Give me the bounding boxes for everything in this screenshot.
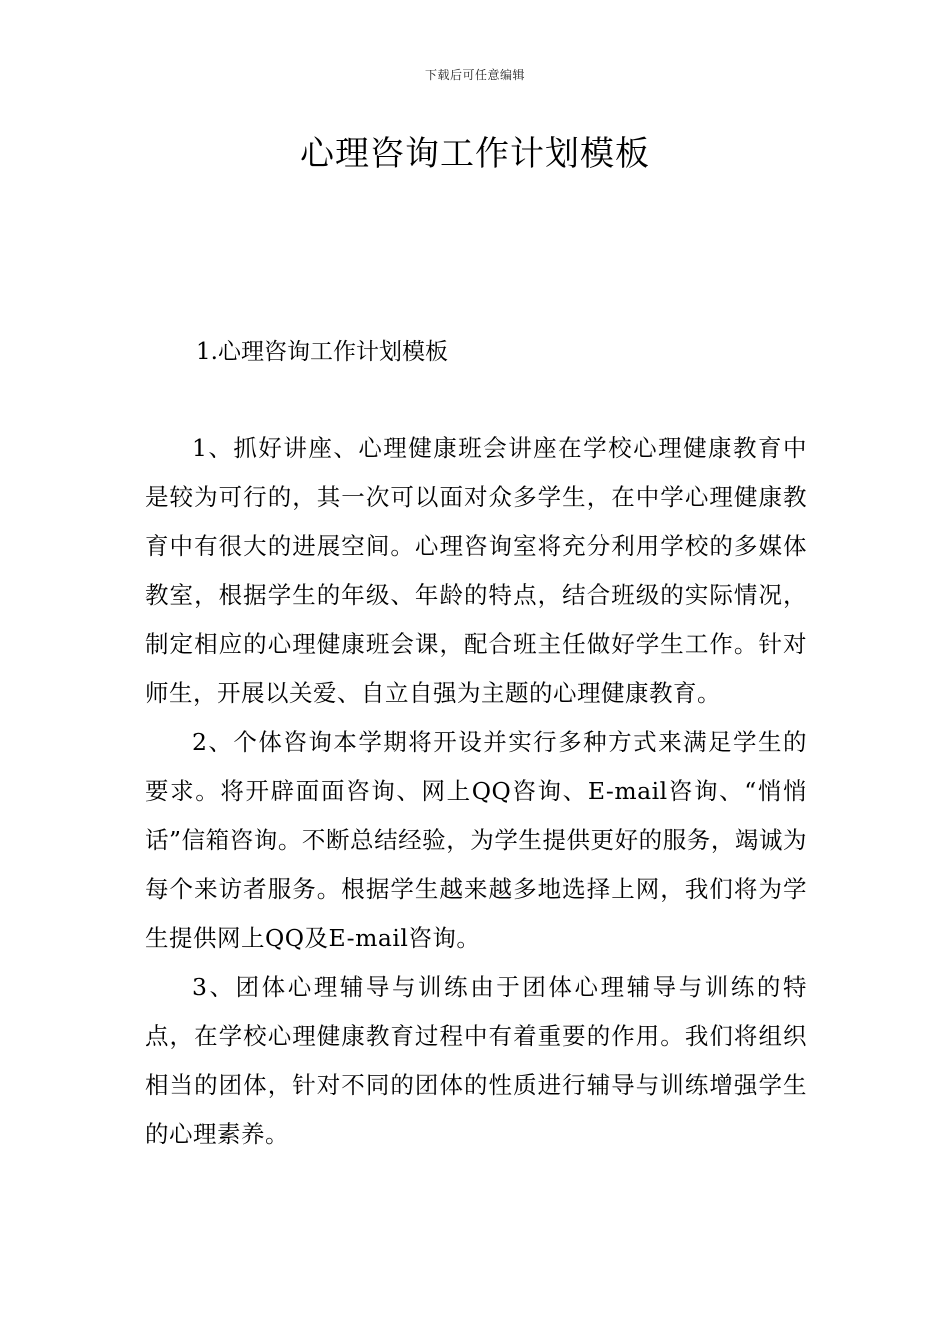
paragraph-3: 3、团体心理辅导与训练由于团体心理辅导与训练的特点，在学校心理健康教育过程中有着重要的作用。我们将组织相当的团体，针对不同的团体的性质进行辅导与训练增强学生的心理素养。 <box>145 973 807 1148</box>
section-heading: 1.心理咨询工作计划模板 <box>196 339 448 365</box>
paragraph-1: 1、抓好讲座、心理健康班会讲座在学校心理健康教育中是较为可行的，其一次可以面对众多学生，在中学心理健康教育中有很大的进展空间。心理咨询室将充分利用学校的多媒体教室，根据学生的年级、年龄的特点，结合班级的实际情况，制定相应的心理健康班会课，配合班主任做好学生工作。针对师生，开展以关爱、自立自强为主题的心理健康教育。 <box>145 434 807 707</box>
header-note: 下载后可任意编辑 <box>424 68 525 82</box>
document-title: 心理咨询工作计划模板 <box>300 134 650 174</box>
paragraph-2: 2、个体咨询本学期将开设并实行多种方式来满足学生的要求。将开辟面面咨询、网上QQ咨询、E-mail咨询、“悄悄话”信箱咨询。不断总结经验，为学生提供更好的服务，竭诚为每个来访者服务。根据学生越来越多地选择上网，我们将为学生提供网上QQ及E-mail咨询。 <box>145 728 807 952</box>
document-body <box>145 424 807 1159</box>
